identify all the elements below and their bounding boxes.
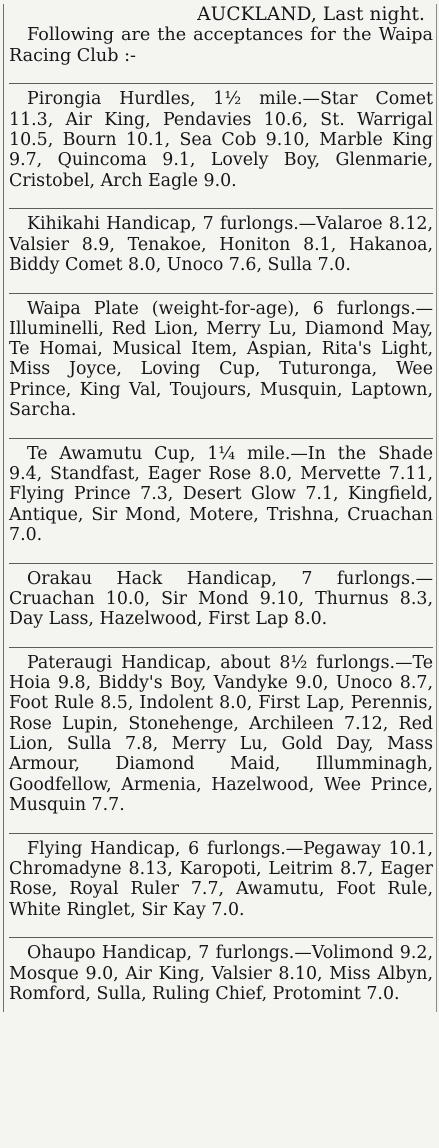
newspaper-column [9,4,433,1012]
race-entry-te-awamutu-cup: Te Awamutu Cup, 1¼ mile.—In the Shade 9.4, Standfast, Eager Rose 8.0, Mervette 7.11, Flying Prince 7.3, Desert Glow 7.1, Kingfield, Antique, Sir Mond, Motere, Trishna, Cruachan 7.0. [9,438,433,545]
race-entry-ohaupo-handicap: Ohaupo Handicap, 7 furlongs.—Volimond 9.2, Mosque 9.0, Air King, Valsier 8.10, Miss Albyn, Romford, Sulla, Ruling Chief, Protomint 7.0. [9,937,433,1004]
dateline: AUCKLAND, Last night. [197,4,425,25]
race-entry-flying-handicap: Flying Handicap, 6 furlongs.—Pegaway 10.1, Chromadyne 8.13, Karopoti, Leitrim 8.7, Eager Rose, Royal Ruler 7.7, Awamutu, Foot Rule, White Ringlet, Sir Kay 7.0. [9,833,433,920]
race-entry-waipa-plate: Waipa Plate (weight-for-age), 6 furlongs.—Illuminelli, Red Lion, Merry Lu, Diamond May, Te Homai, Musical Item, Aspian, Rita's Light, Miss Joyce, Loving Cup, Tuturonga, Wee Prince, King Val, Toujours, Musquin, Laptown, Sarcha. [9,293,433,421]
race-entry-orakau-hack-handicap: Orakau Hack Handicap, 7 furlongs.—Cruachan 10.0, Sir Mond 9.10, Thurnus 8.3, Day Lass, Hazelwood, First Lap 8.0. [9,563,433,630]
race-entry-pirongia-hurdles: Pirongia Hurdles, 1½ mile.—Star Comet 11.3, Air King, Pendavies 10.6, St. Warrigal 10.5, Bourn 10.1, Sea Cob 9.10, Marble King 9.7, Quincoma 9.1, Lovely Boy, Glenmarie, Cristobel, Arch Eagle 9.0. [9,83,433,190]
race-entry-kihikahi-handicap: Kihikahi Handicap, 7 furlongs.—Valaroe 8.12, Valsier 8.9, Tenakoe, Honiton 8.1, Hakanoa, Biddy Comet 8.0, Unoco 7.6, Sulla 7.0. [9,208,433,275]
intro-paragraph: Following are the acceptances for the Waipa Racing Club :- [9,25,433,66]
race-entry-pateraugi-handicap: Pateraugi Handicap, about 8½ furlongs.—Te Hoia 9.8, Biddy's Boy, Vandyke 9.0, Unoco 8.7, Foot Rule 8.5, Indolent 8.0, First Lap, Perennis, Rose Lupin, Stonehenge, Archileen 7.12, Red Lion, Sulla 7.8, Merry Lu, Gold Day, Mass Armour, Diamond Maid, Illumminagh, Goodfellow, Armenia, Hazelwood, Wee Prince, Musquin 7.7. [9,647,433,815]
